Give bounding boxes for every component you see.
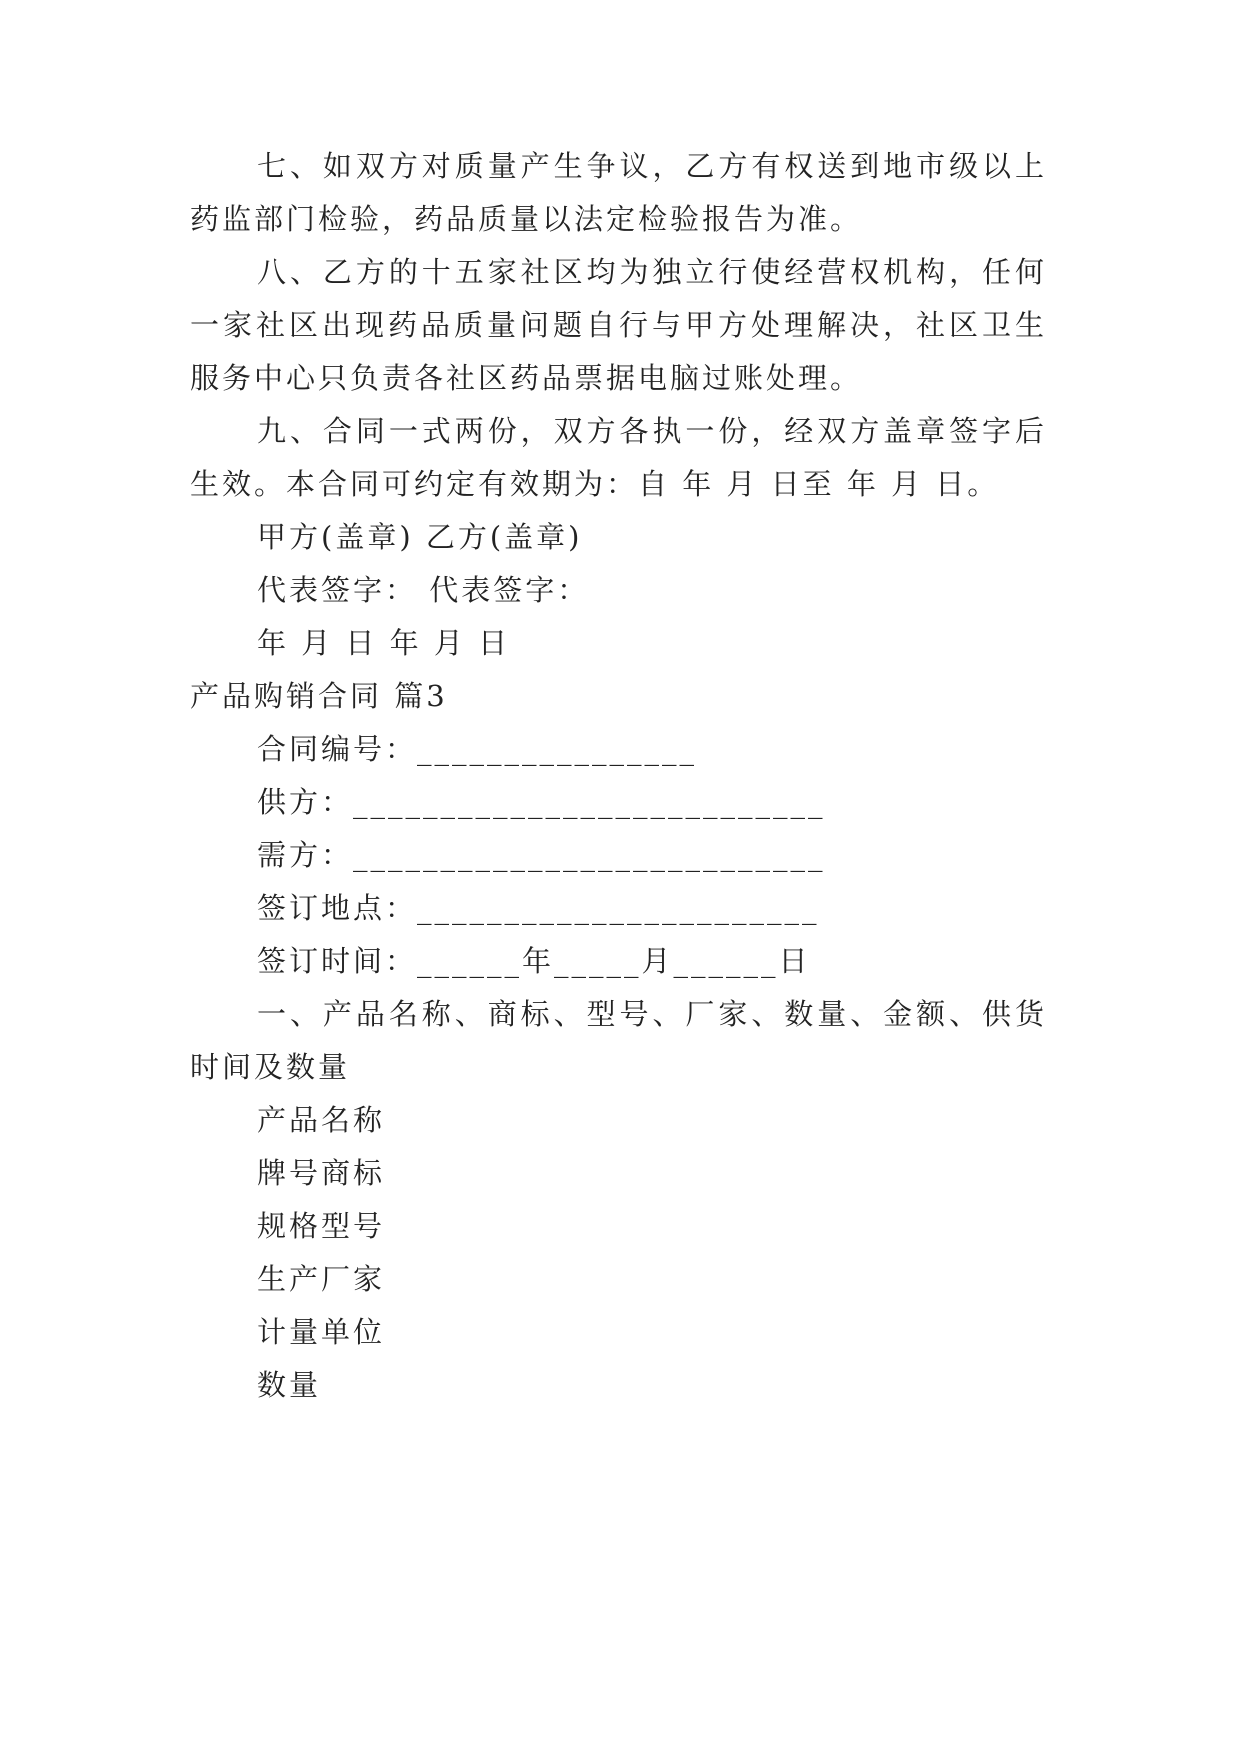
item-manufacturer: 生产厂家	[257, 1262, 386, 1296]
clause-7-line-2: 药监部门检验，药品质量以法定检验报告为准。	[190, 202, 863, 236]
section-heading: 产品购销合同 篇3	[190, 679, 448, 713]
item-brand: 牌号商标	[257, 1156, 386, 1190]
clause-8-line-1: 八、乙方的十五家社区均为独立行使经营权机构，任何	[257, 255, 1047, 289]
clause-9-line-1: 九、合同一式两份，双方各执一份，经双方盖章签字后	[257, 414, 1047, 448]
clause-9-line-2: 生效。本合同可约定有效期为：自 年 月 日至 年 月 日。	[190, 467, 1000, 501]
signature-line: 代表签字： 代表签字：	[257, 573, 590, 607]
clause-1-line-2: 时间及数量	[190, 1050, 351, 1084]
item-unit: 计量单位	[257, 1315, 386, 1349]
seal-line: 甲方(盖章) 乙方(盖章)	[257, 520, 583, 554]
clause-7-line-1: 七、如双方对质量产生争议，乙方有权送到地市级以上	[257, 149, 1047, 183]
signing-place-field: 签订地点：_______________________	[257, 891, 820, 925]
buyer-field: 需方：___________________________	[257, 838, 826, 872]
clause-8-line-3: 服务中心只负责各社区药品票据电脑过账处理。	[190, 361, 863, 395]
date-line: 年 月 日 年 月 日	[257, 626, 511, 660]
item-model: 规格型号	[257, 1209, 386, 1243]
clause-1-line-1: 一、产品名称、商标、型号、厂家、数量、金额、供货	[257, 997, 1047, 1031]
contract-number-field: 合同编号：________________	[257, 732, 698, 766]
item-quantity: 数量	[257, 1368, 322, 1402]
clause-8-line-2: 一家社区出现药品质量问题自行与甲方处理解决，社区卫生	[190, 308, 1047, 342]
signing-time-field: 签订时间：______年_____月______日	[257, 944, 811, 978]
item-product-name: 产品名称	[257, 1103, 386, 1137]
supplier-field: 供方：___________________________	[257, 785, 826, 819]
